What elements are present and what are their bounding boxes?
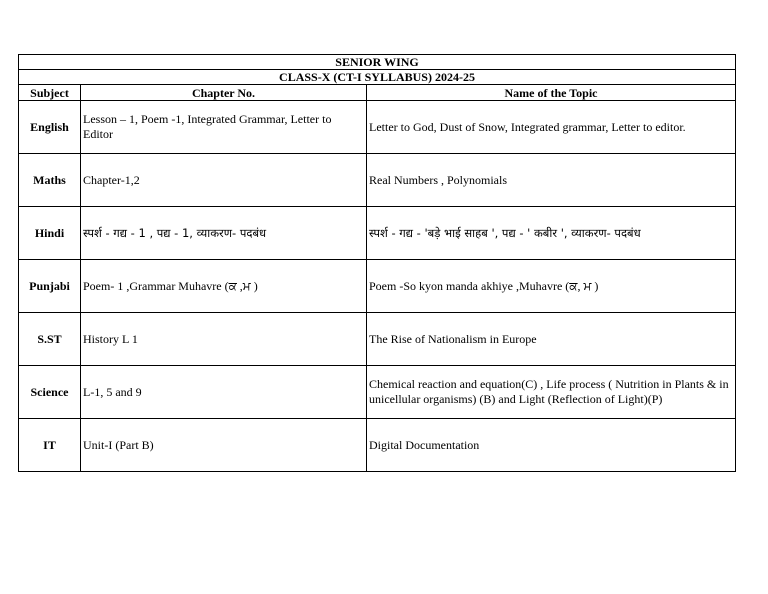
chapter-cell: History L 1 (81, 313, 367, 366)
topic-cell: Chemical reaction and equation(C) , Life process ( Nutrition in Plants & in unicellular organisms) (B) and Light (Reflection of Light)(P) (367, 366, 736, 419)
topic-cell: The Rise of Nationalism in Europe (367, 313, 736, 366)
table-row (19, 260, 736, 313)
column-header-chapter: Chapter No. (81, 85, 367, 101)
table-row (19, 419, 736, 472)
chapter-cell: Chapter-1,2 (81, 154, 367, 207)
chapter-cell: स्पर्श - गद्य - 1 , पद्य - 1, व्याकरण- पदबंध (81, 207, 367, 260)
class-title: CLASS-X (CT-I SYLLABUS) 2024-25 (19, 70, 736, 85)
table-row (19, 154, 736, 207)
subject-cell: Hindi (19, 207, 81, 260)
subject-cell: S.ST (19, 313, 81, 366)
subject-cell: Science (19, 366, 81, 419)
subject-cell: Punjabi (19, 260, 81, 313)
table-row (19, 313, 736, 366)
table-row (19, 101, 736, 154)
subject-cell: Maths (19, 154, 81, 207)
topic-cell: Poem -So kyon manda akhiye ,Muhavre (ਕ, ਮ ) (367, 260, 736, 313)
topic-cell: Real Numbers , Polynomials (367, 154, 736, 207)
topic-cell: Digital Documentation (367, 419, 736, 472)
table-row (19, 207, 736, 260)
topic-cell: स्पर्श - गद्य - 'बड़े भाई साहब ', पद्य - ' कबीर ', व्याकरण- पदबंध (367, 207, 736, 260)
chapter-cell: Poem- 1 ,Grammar Muhavre (ਕ ,ਮ ) (81, 260, 367, 313)
chapter-cell: L-1, 5 and 9 (81, 366, 367, 419)
subject-cell: English (19, 101, 81, 154)
chapter-cell: Unit-I (Part B) (81, 419, 367, 472)
subject-cell: IT (19, 419, 81, 472)
table-row (19, 366, 736, 419)
syllabus-table (18, 54, 736, 472)
column-header-topic: Name of the Topic (367, 85, 736, 101)
chapter-cell: Lesson – 1, Poem -1, Integrated Grammar, Letter to Editor (81, 101, 367, 154)
column-header-subject: Subject (19, 85, 81, 101)
wing-title: SENIOR WING (19, 55, 736, 70)
topic-cell: Letter to God, Dust of Snow, Integrated grammar, Letter to editor. (367, 101, 736, 154)
